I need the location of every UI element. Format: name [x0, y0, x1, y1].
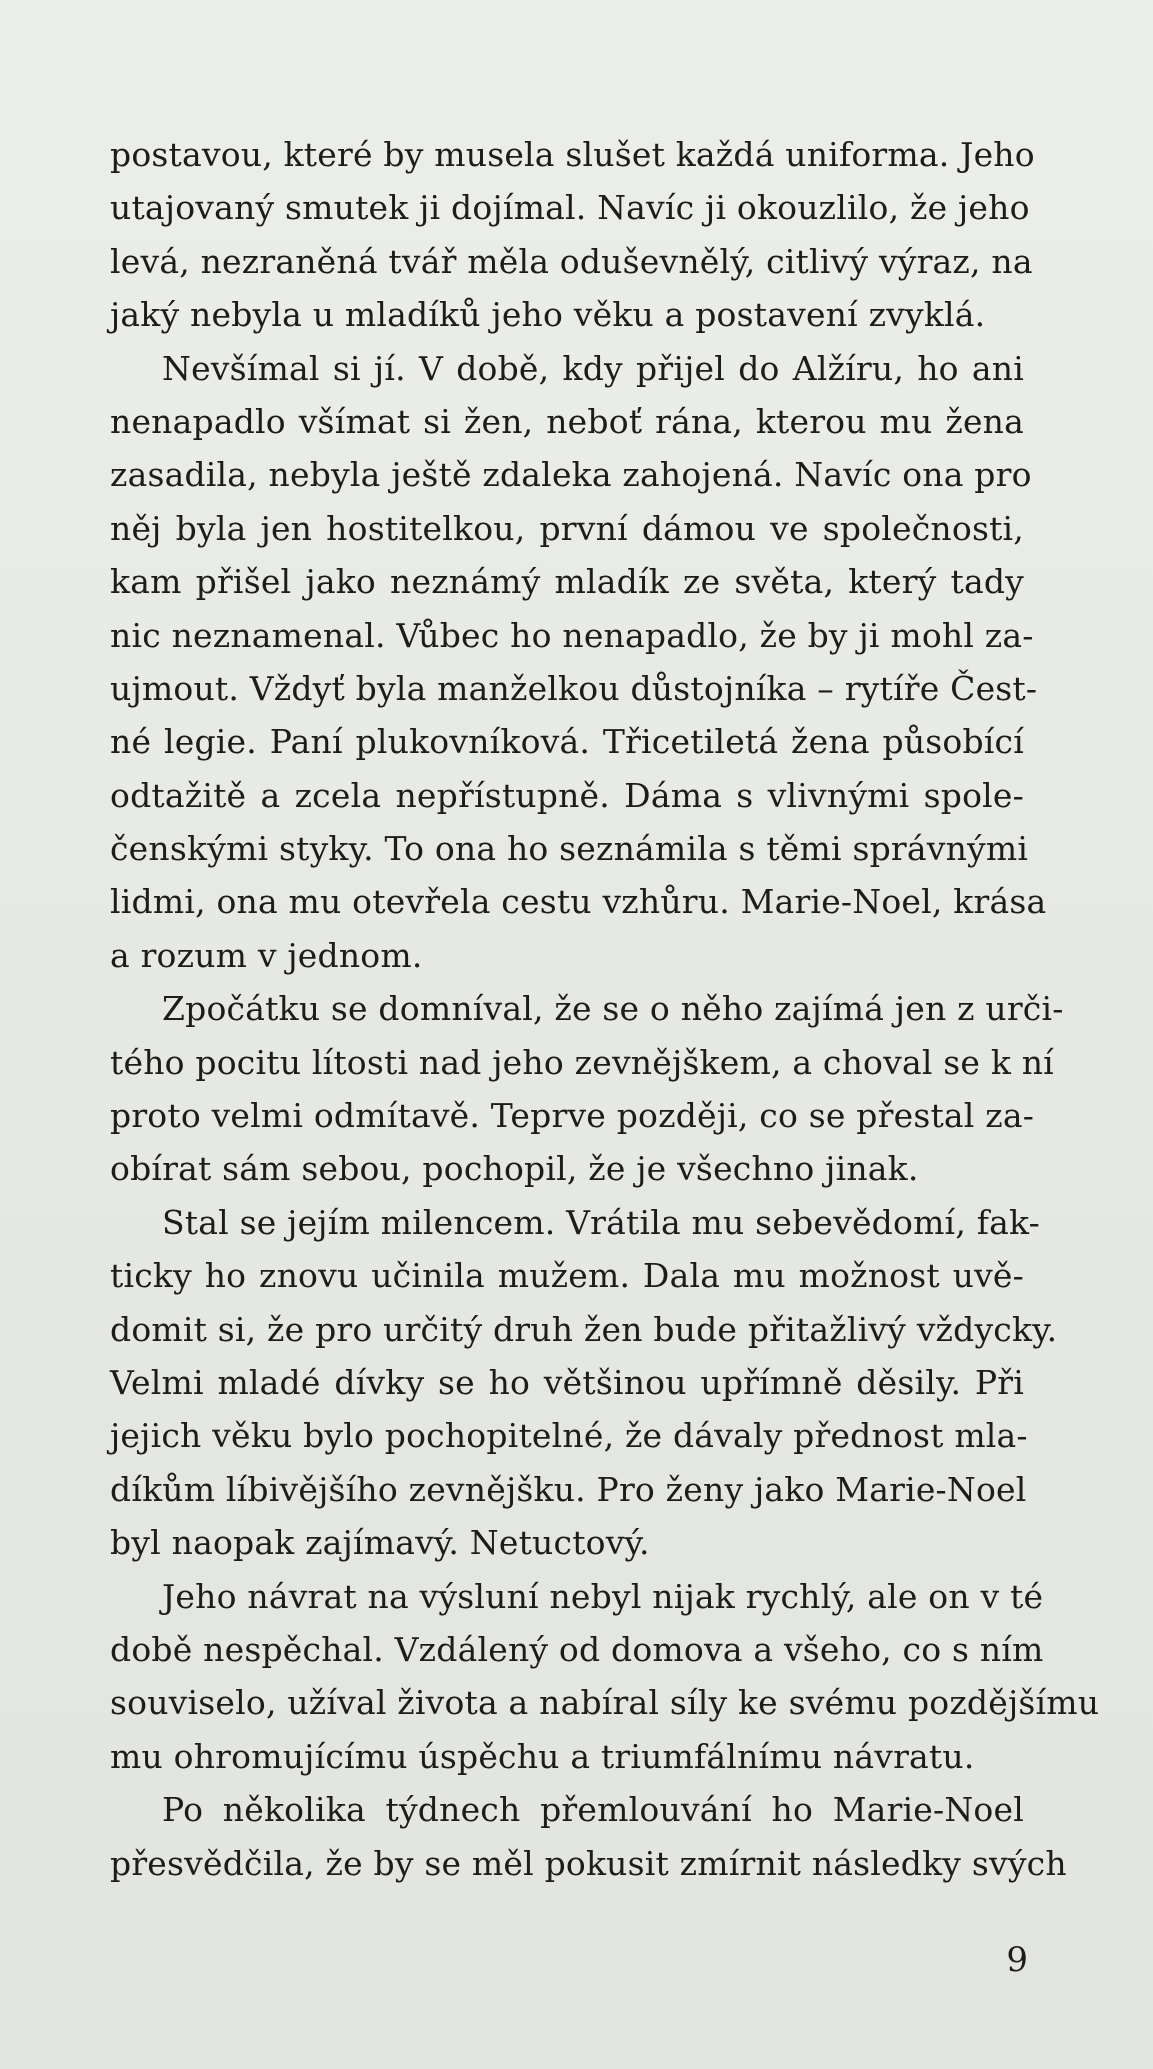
text-line: obírat sám sebou, pochopil, že je všechno jinak. — [110, 1149, 919, 1189]
text-line: né legie. Paní plukovníková. Třicetiletá žena působící — [110, 722, 1024, 762]
text-line: ticky ho znovu učinila mužem. Dala mu možnost uvě- — [110, 1256, 1024, 1296]
text-line: levá, nezraněná tvář měla oduševnělý, citlivý výraz, na — [110, 241, 1033, 281]
text-line: souviselo, užíval života a nabíral síly ke svému pozdějšímu — [110, 1683, 1100, 1723]
text-line: lidmi, ona mu otevřela cestu vzhůru. Marie-Noel, krása — [110, 882, 1047, 922]
paragraph-first-line: Jeho návrat na výsluní nebyl nijak rychlý, ale on v té — [162, 1576, 1044, 1616]
page-number: 9 — [1006, 1940, 1028, 1980]
paragraph-first-line: Stal se jejím milencem. Vrátila mu sebevědomí, fak- — [162, 1202, 1040, 1242]
text-line: utajovaný smutek ji dojímal. Navíc ji okouzlilo, že jeho — [110, 188, 1030, 228]
text-line: kam přišel jako neznámý mladík ze světa, který tady — [110, 562, 1024, 602]
text-line: čenskými styky. To ona ho seznámila s těmi správnými — [110, 829, 1029, 869]
text-line: odtažitě a zcela nepřístupně. Dáma s vlivnými spole- — [110, 775, 1024, 815]
text-line: a rozum v jednom. — [110, 935, 423, 975]
text-line: proto velmi odmítavě. Teprve později, co se přestal za- — [110, 1096, 1035, 1136]
text-line: nic neznamenal. Vůbec ho nenapadlo, že by ji mohl za- — [110, 615, 1034, 655]
text-line: nenapadlo všímat si žen, neboť rána, kterou mu žena — [110, 401, 1024, 441]
text-line: přesvědčila, že by se měl pokusit zmírnit následky svých — [110, 1843, 1067, 1883]
text-line: ujmout. Vždyť byla manželkou důstojníka – rytíře Čest- — [110, 668, 1038, 708]
paragraph-first-line: Po několika týdnech přemlouvání ho Marie-Noel — [162, 1790, 1024, 1830]
text-line: jaký nebyla u mladíků jeho věku a postavení zvyklá. — [110, 295, 986, 335]
text-line: zasadila, nebyla ještě zdaleka zahojená. Navíc ona pro — [110, 455, 1032, 495]
body-text — [110, 128, 1100, 1890]
text-line: Velmi mladé dívky se ho většinou upřímně děsily. Při — [110, 1362, 1024, 1402]
text-line: jejich věku bylo pochopitelné, že dávaly přednost mla- — [110, 1416, 1028, 1456]
text-line: díkům líbivějšího zevnějšku. Pro ženy jako Marie-Noel — [110, 1469, 1027, 1509]
paragraph-first-line: Zpočátku se domníval, že se o něho zajímá jen z urči- — [162, 989, 1064, 1029]
text-line: době nespěchal. Vzdálený od domova a všeho, co s ním — [110, 1629, 1044, 1669]
text-line: domit si, že pro určitý druh žen bude přitažlivý vždycky. — [110, 1309, 1058, 1349]
text-line: postavou, které by musela slušet každá uniforma. Jeho — [110, 135, 1035, 174]
paragraph-first-line: Nevšímal si jí. V době, kdy přijel do Alžíru, ho ani — [162, 348, 1024, 388]
text-line: tého pocitu lítosti nad jeho zevnějškem, a choval se k ní — [110, 1042, 1054, 1082]
text-line: mu ohromujícímu úspěchu a triumfálnímu návratu. — [110, 1736, 975, 1776]
text-line: byl naopak zajímavý. Netuctový. — [110, 1523, 650, 1563]
text-line: něj byla jen hostitelkou, první dámou ve společnosti, — [110, 508, 1024, 548]
